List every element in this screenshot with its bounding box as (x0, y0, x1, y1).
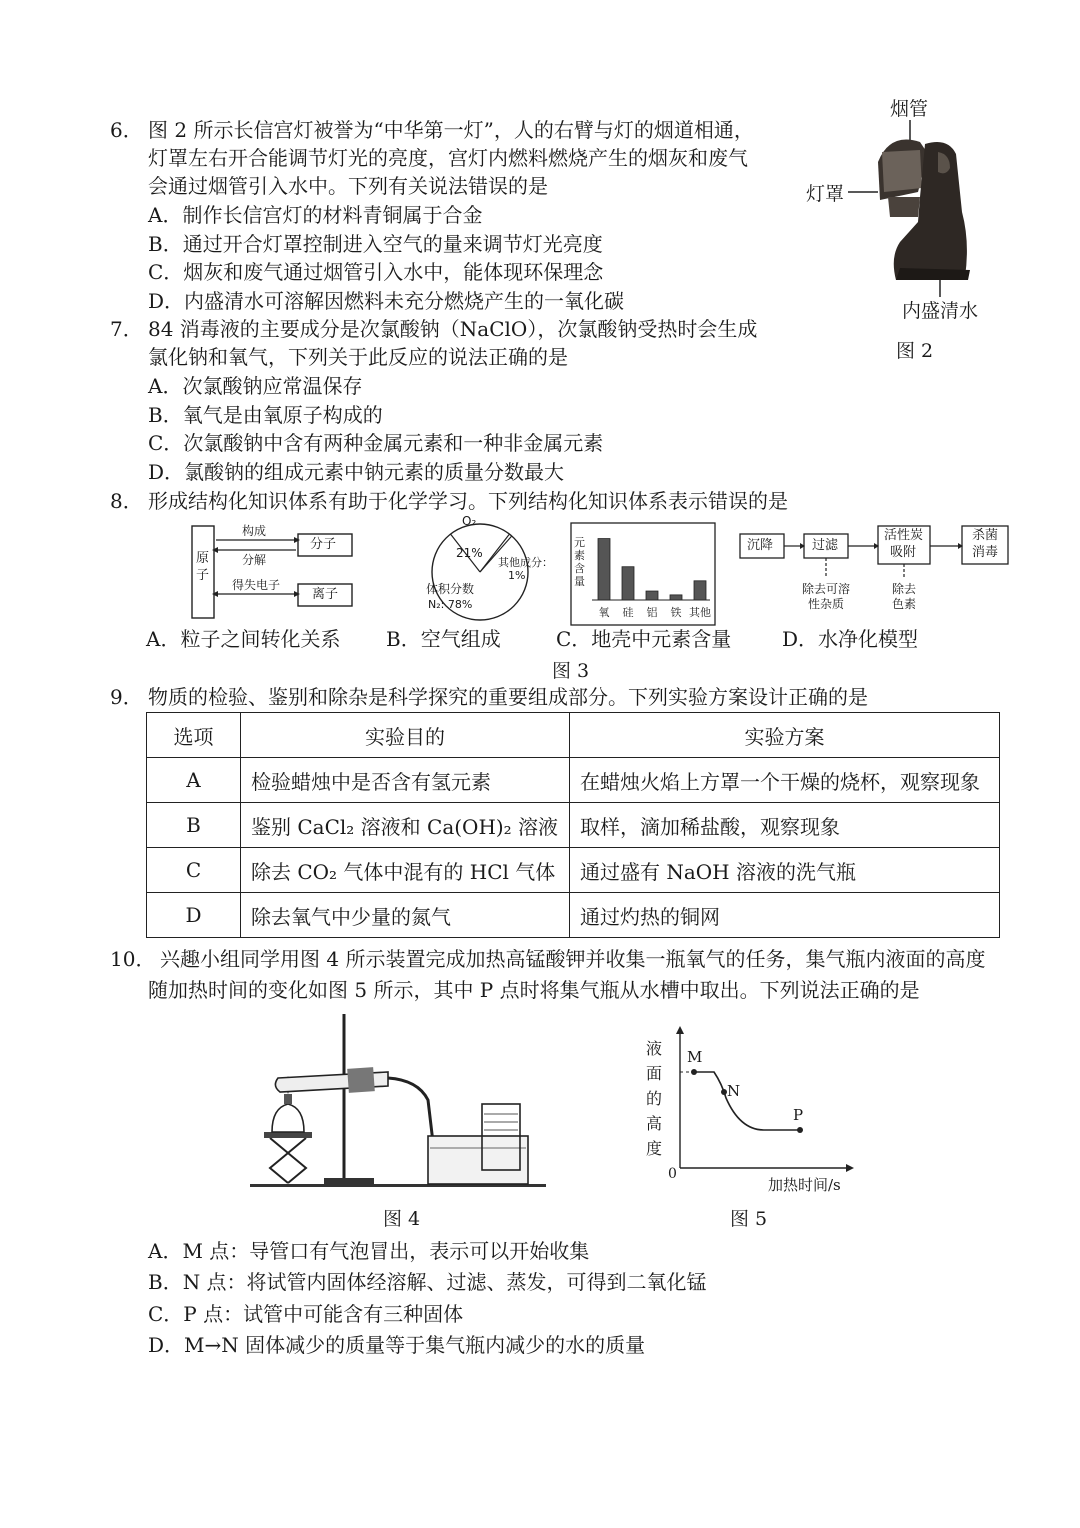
bar-label-2: 铝 (646, 606, 658, 619)
figure-crust-bars (570, 522, 716, 626)
option-c: C．次氯酸钠中含有两种金属元素和一种非金属元素 (148, 431, 604, 455)
step-filter: 过滤 (812, 538, 839, 553)
y-label-char: 元 (574, 536, 585, 549)
question-text: 84 消毒液的主要成分是次氯酸钠（NaClO），次氯酸钠受热时会生成 (148, 317, 758, 341)
figure-caption: 图 3 (552, 660, 590, 682)
bar-2 (646, 591, 658, 600)
label-n2: N₂: 78% (428, 598, 473, 611)
question-text: 兴趣小组同学用图 4 所示装置完成加热高锰酸钾并收集一瓶氧气的任务，集气瓶内液面的高度 (160, 947, 986, 971)
question-number: 9． (110, 685, 143, 709)
option-d: D．氯酸钠的组成元素中钠元素的质量分数最大 (148, 460, 565, 484)
label-molecule: 分子 (310, 537, 337, 552)
figure-water-purification (738, 524, 1010, 616)
level-curve (694, 1072, 802, 1130)
question-text: 灯罩左右开合能调节灯光的亮度，宫灯内燃料燃烧产生的烟灰和废气 (148, 146, 748, 170)
figure-air-pie (400, 514, 560, 624)
bar-label-1: 硅 (622, 606, 634, 619)
step-sterilize: 杀菌 (972, 528, 999, 543)
y-label-char: 面 (646, 1064, 663, 1083)
label-electron: 得失电子 (232, 578, 281, 592)
figure-particles (188, 522, 368, 622)
table-row (147, 803, 1000, 848)
bar-1 (622, 567, 634, 600)
question-text: 图 2 所示长信宫灯被誉为“中华第一灯”，人的右臂与灯的烟道相通， (148, 118, 754, 142)
note-soluble-2: 性杂质 (808, 597, 845, 611)
question-text: 氯化钠和氧气，下列关于此反应的说法正确的是 (148, 345, 568, 369)
y-label-char: 高 (646, 1114, 663, 1133)
note-pigment-2: 色素 (892, 597, 917, 611)
bar-label-0: 氧 (598, 606, 610, 619)
origin-label: 0 (668, 1166, 677, 1182)
label-other-pct: 1% (508, 569, 526, 582)
note-pigment: 除去 (892, 582, 917, 596)
point-m-label: M (687, 1048, 703, 1066)
option-c: C．地壳中元素含量 (556, 627, 732, 651)
bar-label-3: 铁 (670, 606, 682, 619)
step-disinfect: 消毒 (972, 545, 999, 560)
y-axis-label (646, 1036, 666, 1161)
question-text: 物质的检验、鉴别和除杂是科学探究的重要组成部分。下列实验方案设计正确的是 (148, 685, 868, 709)
bar-chart (570, 522, 716, 626)
step-settle: 沉降 (747, 538, 774, 553)
question-number: 8． (110, 489, 143, 513)
figure-caption: 图 5 (730, 1208, 768, 1230)
option-d: D．水净化模型 (782, 627, 919, 651)
label-decompose: 分解 (242, 553, 267, 567)
header-option: 选项 (147, 713, 241, 758)
label-o2-pct: 21% (456, 546, 483, 560)
figure-caption: 图 2 (896, 340, 934, 362)
row-plan: 通过盛有 NaOH 溶液的洗气瓶 (570, 848, 1000, 893)
y-label-char: 的 (646, 1089, 663, 1108)
header-plan: 实验方案 (570, 713, 1000, 758)
question-number: 10． (110, 947, 156, 971)
option-b: B．通过开合灯罩控制进入空气的量来调节灯光亮度 (148, 232, 603, 256)
table-row (147, 848, 1000, 893)
bar-4 (694, 581, 706, 600)
question-text: 形成结构化知识体系有助于化学学习。下列结构化知识体系表示错误的是 (148, 489, 788, 513)
label-water: 内盛清水 (902, 300, 979, 322)
option-c: C．P 点：试管中可能含有三种固体 (148, 1302, 464, 1326)
y-label-char: 度 (646, 1139, 663, 1158)
row-option: B (147, 803, 241, 848)
option-d: D．M→N 固体减少的质量等于集气瓶内减少的水的质量 (148, 1333, 646, 1357)
step-carbon: 活性炭 (884, 528, 924, 543)
option-b: B．N 点：将试管内固体经溶解、过滤、蒸发，可得到二氧化锰 (148, 1270, 707, 1294)
option-a: A．制作长信宫灯的材料青铜属于合金 (148, 203, 483, 227)
table-header-row (147, 713, 1000, 758)
label-pipe: 烟管 (890, 98, 929, 120)
option-c: C．烟灰和废气通过烟管引入水中，能体现环保理念 (148, 260, 604, 284)
y-label-char: 素 (574, 549, 585, 562)
bar-0 (598, 539, 610, 600)
experiment-table (146, 712, 1000, 938)
row-purpose: 检验蜡烛中是否含有氢元素 (241, 758, 570, 803)
point-m (691, 1069, 697, 1075)
header-purpose: 实验目的 (241, 713, 570, 758)
point-p-label: P (793, 1106, 804, 1124)
figure-4-apparatus (248, 1008, 548, 1196)
question-number: 6． (110, 118, 143, 142)
step-adsorb: 吸附 (890, 545, 917, 560)
y-label-char: 含 (574, 562, 585, 575)
figure-5-graph (640, 1022, 860, 1202)
y-label-char: 液 (646, 1039, 663, 1058)
option-a: A．M 点：导管口有气泡冒出，表示可以开始收集 (148, 1239, 590, 1263)
row-purpose: 除去 CO₂ 气体中混有的 HCl 气体 (241, 848, 570, 893)
label-shade: 灯罩 (806, 183, 845, 205)
note-soluble: 除去可溶 (802, 582, 851, 596)
option-a: A．次氯酸钠应常温保存 (148, 374, 363, 398)
table-row (147, 893, 1000, 938)
row-purpose: 除去氧气中少量的氮气 (241, 893, 570, 938)
y-axis-arrow (676, 1026, 684, 1034)
lamp-illustration (800, 92, 1000, 362)
option-b: B．空气组成 (386, 627, 501, 651)
label-vol: 体积分数 (426, 582, 475, 596)
label-other: 其他成分： (498, 556, 553, 569)
label-atom: 原子 (196, 551, 210, 583)
question-text: 随加热时间的变化如图 5 所示，其中 P 点时将集气瓶从水槽中取出。下列说法正确的是 (148, 978, 920, 1002)
label-o2: O₂ (462, 514, 477, 528)
option-b: B．氧气是由氧原子构成的 (148, 403, 383, 427)
label-ion: 离子 (312, 587, 339, 602)
y-axis-label (574, 536, 586, 588)
label-compose: 构成 (242, 524, 267, 538)
table-row (147, 758, 1000, 803)
figure-caption: 图 4 (383, 1208, 421, 1230)
x-axis-arrow (846, 1164, 854, 1172)
row-plan: 在蜡烛火焰上方罩一个干燥的烧杯，观察现象 (570, 758, 1000, 803)
question-number: 7． (110, 317, 143, 341)
question-text: 会通过烟管引入水中。下列有关说法错误的是 (148, 174, 548, 198)
bar-3 (670, 595, 682, 600)
point-p (797, 1127, 803, 1133)
row-plan: 通过灼热的铜网 (570, 893, 1000, 938)
row-option: A (147, 758, 241, 803)
row-purpose: 鉴别 CaCl₂ 溶液和 Ca(OH)₂ 溶液 (241, 803, 570, 848)
row-option: D (147, 893, 241, 938)
row-plan: 取样，滴加稀盐酸，观察现象 (570, 803, 1000, 848)
option-a: A．粒子之间转化关系 (146, 627, 341, 651)
figure-2-lamp (800, 92, 1000, 362)
option-d: D．内盛清水可溶解因燃料未充分燃烧产生的一氧化碳 (148, 289, 625, 313)
bar-label-4: 其他 (689, 606, 711, 619)
x-axis-label: 加热时间/s (768, 1176, 841, 1194)
row-option: C (147, 848, 241, 893)
point-n-label: N (727, 1082, 741, 1100)
y-label-char: 量 (574, 575, 585, 588)
